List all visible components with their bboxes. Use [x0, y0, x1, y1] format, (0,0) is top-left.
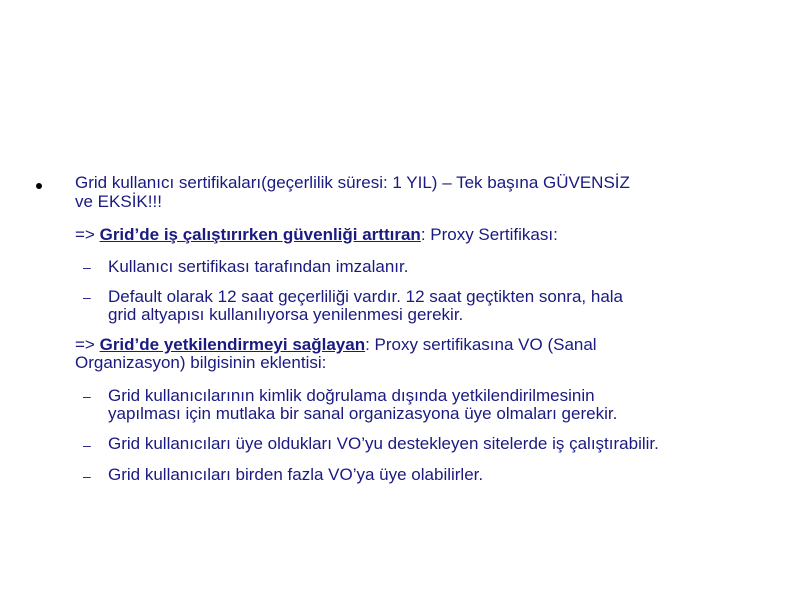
- bullet1-line1: Grid kullanıcı sertifikaları(geçerlilik süresi: 1 YIL) – Tek başına GÜVENSİZ: [75, 173, 630, 192]
- vo-heading-line1: [75, 335, 597, 355]
- dash-icon: –: [83, 289, 91, 305]
- proxy-prefix: =>: [75, 225, 100, 244]
- vo-item-1-line1: Grid kullanıcılarının kimlik doğrulama dışında yetkilendirilmesinin: [108, 386, 595, 405]
- vo-prefix: =>: [75, 335, 100, 354]
- proxy-heading: [75, 225, 558, 245]
- proxy-item-2-line1: Default olarak 12 saat geçerliliği vardır. 12 saat geçtikten sonra, hala: [108, 287, 624, 306]
- vo-item-1-line2: yapılması için mutlaka bir sanal organizasyona üye olmaları gerekir.: [108, 404, 618, 423]
- bullet1-line2: ve EKSİK!!!: [75, 192, 162, 211]
- bullet-dot-icon: [36, 183, 42, 189]
- proxy-item-2-line2: grid altyapısı kullanılıyorsa yenilenmesi gerekir.: [108, 305, 464, 324]
- vo-rest: : Proxy sertifikasına VO (Sanal: [365, 335, 597, 354]
- dash-icon: –: [83, 437, 91, 453]
- vo-item-3: Grid kullanıcıları birden fazla VO’ya üye olabilirler.: [108, 465, 484, 484]
- proxy-rest: : Proxy Sertifikası:: [420, 225, 558, 244]
- vo-bold: Grid’de yetkilendirmeyi sağlayan: [99, 335, 366, 354]
- dash-icon: –: [83, 468, 91, 484]
- proxy-item-1: Kullanıcı sertifikası tarafından imzalanır.: [108, 257, 409, 276]
- vo-item-2: Grid kullanıcıları üye oldukları VO’yu destekleyen sitelerde iş çalıştırabilir.: [108, 434, 659, 453]
- proxy-bold: Grid’de iş çalıştırırken güvenliği arttıran: [99, 225, 421, 244]
- dash-icon: –: [83, 388, 91, 404]
- dash-icon: –: [83, 259, 91, 275]
- vo-heading-line2: Organizasyon) bilgisinin eklentisi:: [75, 353, 327, 372]
